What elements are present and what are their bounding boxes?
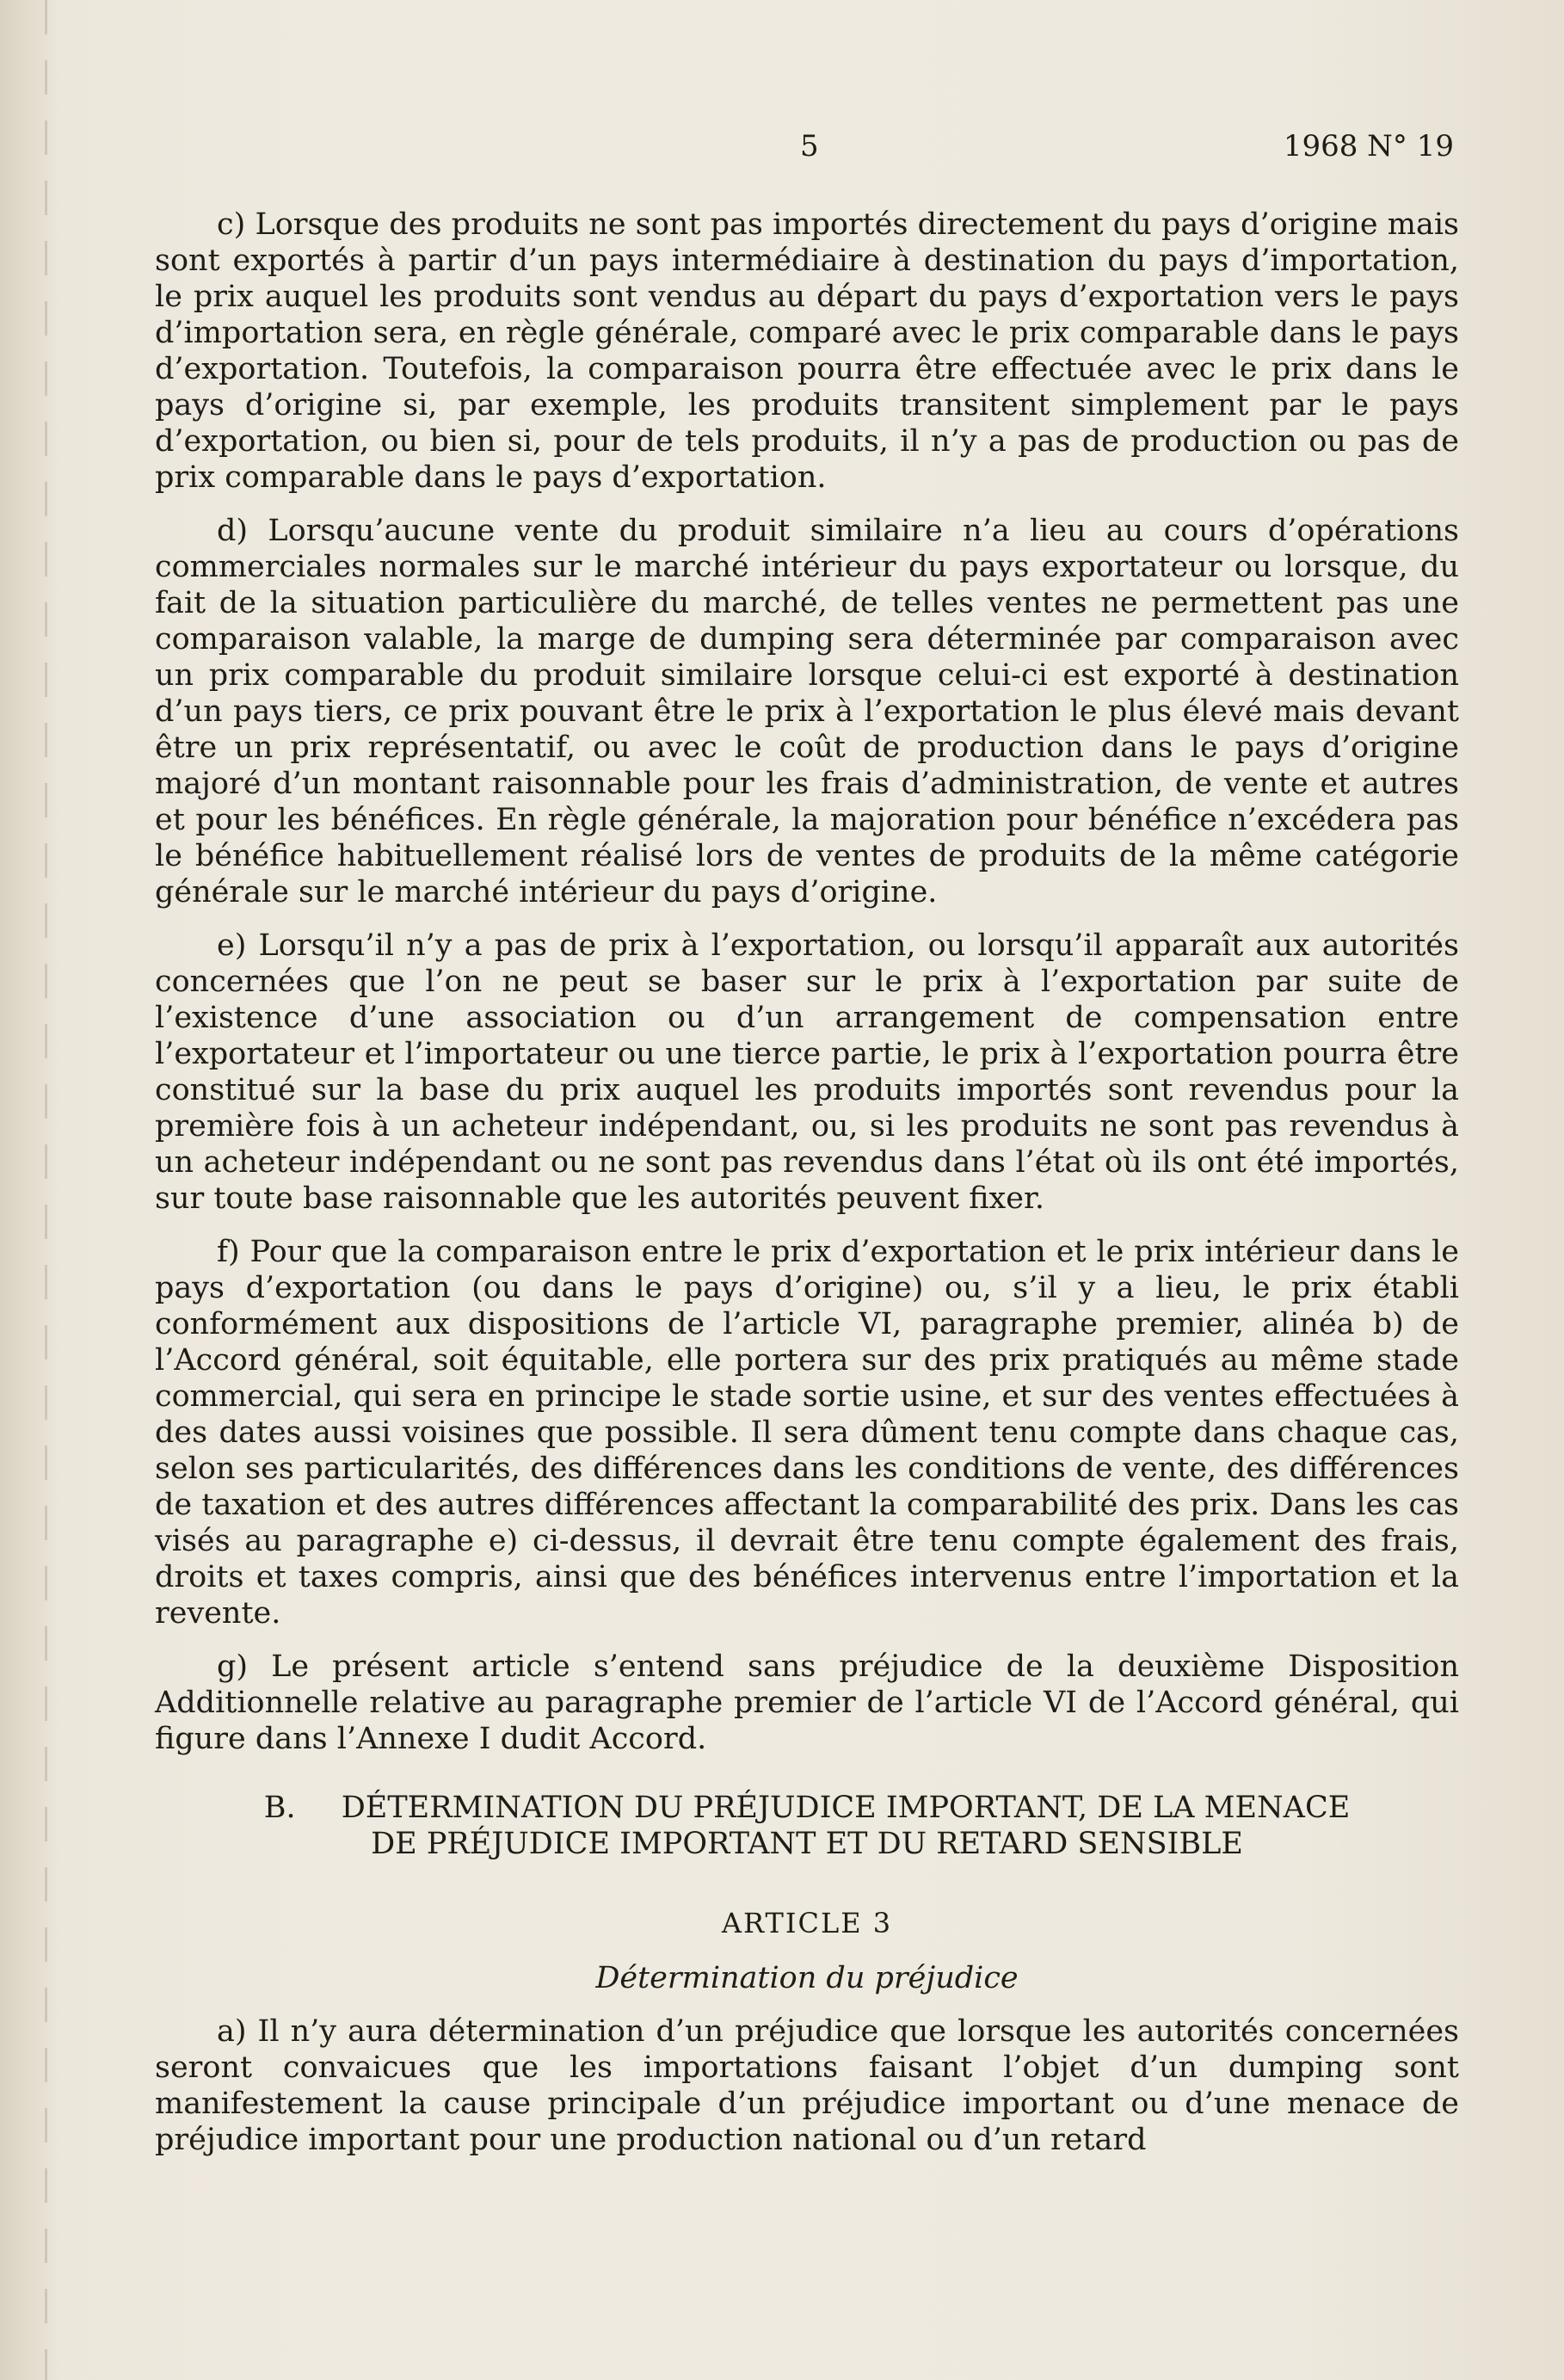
article-subtitle: Détermination du préjudice	[595, 1961, 1019, 1995]
section-title-line-1: DÉTERMINATION DU PRÉJUDICE IMPORTANT, DE LA MENACE	[341, 1791, 1351, 1825]
paragraph-g: g) Le présent article s’entend sans préjudice de la deuxième Disposition Additionnelle relative au paragraphe premier de l’article VI de l’Accord général, qui figure dans l’Annexe I dudit Accord.	[155, 1649, 1459, 1756]
binding-edge	[45, 0, 47, 2380]
document-reference: 1968 N° 19	[1283, 129, 1454, 163]
binding-shadow	[0, 0, 60, 2380]
paragraph-d: d) Lorsqu’aucune vente du produit similaire n’a lieu au cours d’opérations commerciales normales sur le marché intérieur du pays exportateur ou lorsque, du fait de la situation particulière du marché, de telles ventes ne permettent pas une comparaison valable, la marge de dumping sera déterminée par comparaison avec un prix comparable du produit similaire lorsque celui-ci est exporté à destination d’un pays tiers, ce prix pouvant être le prix à l’exportation le plus élevé mais devant être un prix représentatif, ou avec le coût de production dans le pays d’origine majoré d’un montant raisonnable pour les frais d’administration, de vente et autres et pour les bénéfices. En règle générale, la majoration pour bénéfice n’excédera pas le bénéfice habituellement réalisé lors de ventes de produits de la même catégorie générale sur le marché intérieur du pays d’origine.	[155, 514, 1459, 909]
page-header	[155, 129, 1462, 172]
paragraph-f: f) Pour que la comparaison entre le prix d’exportation et le prix intérieur dans le pays d’exportation (ou dans le pays d’origine) ou, s’il y a lieu, le prix établi conformément aux dispositions de l’article VI, paragraphe premier, alinéa b) de l’Accord général, soit équitable, elle portera sur des prix pratiqués au même stade commercial, qui sera en principe le stade sortie usine, et sur des ventes effectuées à des dates aussi voisines que possible. Il sera dûment tenu compte dans chaque cas, selon ses particularités, des différences dans les conditions de vente, des différences de taxation et des autres différences affectant la comparabilité des prix. Dans les cas visés au paragraphe e) ci-dessus, il devrait être tenu compte également des frais, droits et taxes compris, ainsi que des bénéfices intervenus entre l’importation et la revente.	[155, 1235, 1459, 1631]
paragraph-c: c) Lorsque des produits ne sont pas importés directement du pays d’origine mais sont exportés à partir d’un pays intermédiaire à destination du pays d’importation, le prix auquel les produits sont vendus au départ du pays d’exportation vers le pays d’importation sera, en règle générale, comparé avec le prix comparable dans le pays d’exportation. Toutefois, la comparaison pourra être effectuée avec le prix dans le pays d’origine si, par exemple, les produits transitent simplement par le pays d’exportation, ou bien si, pour de tels produits, il n’y a pas de production ou pas de prix comparable dans le pays d’exportation.	[155, 207, 1459, 495]
page-number: 5	[800, 129, 819, 163]
article-paragraph-a: a) Il n’y aura détermination d’un préjudice que lorsque les autorités concernées seront convaicues que les importations faisant l’objet d’un dumping sont manifestement la cause principale d’un préjudice important ou d’une menace de préjudice important pour une production national ou d’un retard	[155, 2014, 1459, 2157]
body-text	[155, 207, 1459, 2175]
article-title: ARTICLE 3	[721, 1907, 893, 1939]
paragraph-e: e) Lorsqu’il n’y a pas de prix à l’exportation, ou lorsqu’il apparaît aux autorités concernées que l’on ne peut se baser sur le prix à l’exportation par suite de l’existence d’une association ou d’un arrangement de compensation entre l’exportateur et l’importateur ou une tierce partie, le prix à l’exportation pourra être constitué sur la base du prix auquel les produits importés sont revendus pour la première fois à un acheteur indépendant, ou, si les produits ne sont pas revendus à un acheteur indépendant ou ne sont pas revendus dans l’état où ils ont été importés, sur toute base raisonnable que les autorités peuvent fixer.	[155, 928, 1459, 1216]
section-title-line-2: DE PRÉJUDICE IMPORTANT ET DU RETARD SENSIBLE	[371, 1827, 1243, 1861]
section-heading-line-1	[155, 1790, 1459, 1826]
section-letter: B.	[263, 1791, 296, 1825]
section-heading	[155, 1790, 1459, 1862]
